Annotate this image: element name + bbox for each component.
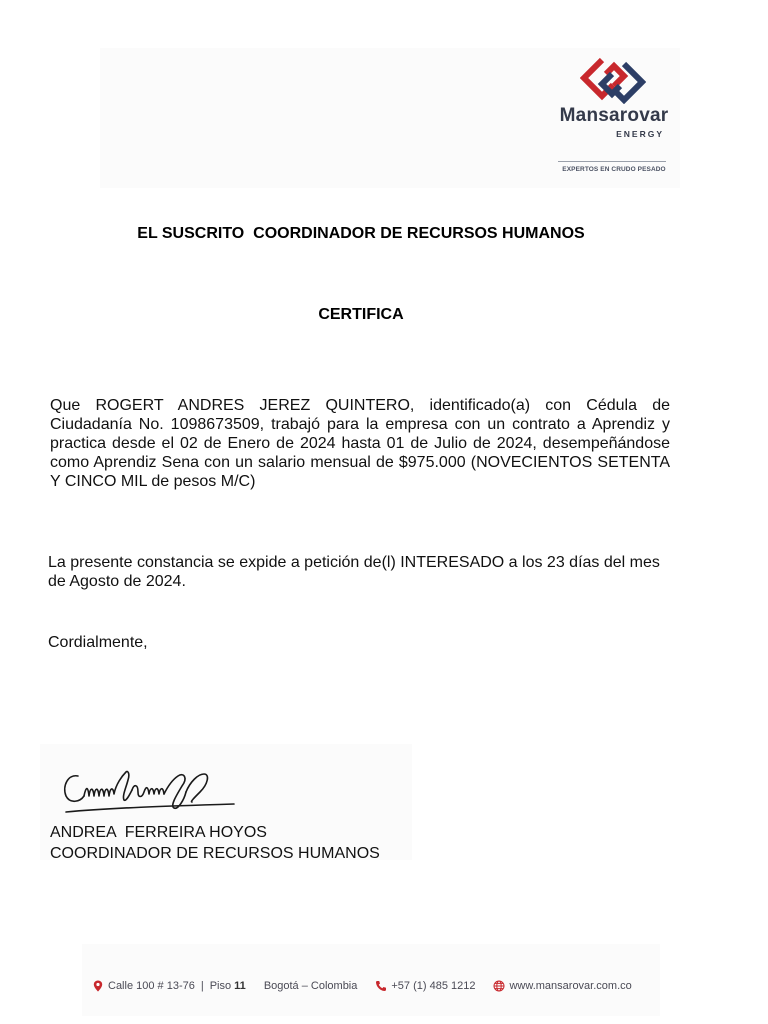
handwritten-signature	[58, 762, 244, 826]
document-title: EL SUSCRITO COORDINADOR DE RECURSOS HUMANOS	[137, 225, 585, 242]
footer	[92, 977, 632, 995]
footer-city: Bogotá – Colombia	[263, 980, 358, 992]
footer-separator: |	[200, 980, 204, 992]
brand-divider	[558, 161, 666, 162]
phone-icon	[375, 980, 387, 992]
footer-address: Calle 100 # 13-76	[108, 980, 195, 992]
company-logo	[556, 56, 672, 180]
signatory-title: COORDINADOR DE RECURSOS HUMANOS	[50, 845, 380, 862]
footer-phone: +57 (1) 485 1212	[391, 980, 476, 992]
document-subtitle: CERTIFICA	[318, 306, 404, 323]
footer-website[interactable]: www.mansarovar.com.co	[509, 980, 632, 992]
brand-tagline: EXPERTOS EN CRUDO PESADO	[562, 166, 666, 173]
logo-mark-icon	[580, 56, 646, 104]
footer-floor-label: Piso	[209, 980, 232, 992]
certification-paragraph: Que ROGERT ANDRES JEREZ QUINTERO, identificado(a) con Cédula de Ciudadanía No. 1098673509, trabajó para la empresa con un contrato a Aprendiz y practica desde el 02 de Enero de 2024 hasta 01 de Julio de 2024, desempeñándose como Aprendiz Sena con un salario mensual de $975.000 (NOVECIENTOS SETENTA Y CINCO MIL de pesos M/C)	[50, 397, 670, 490]
footer-floor-number: 11	[234, 980, 246, 992]
globe-icon	[493, 980, 505, 992]
location-pin-icon	[92, 980, 104, 992]
closing-text: Cordialmente,	[48, 634, 148, 651]
issuance-paragraph: La presente constancia se expide a petición de(l) INTERESADO a los 23 días del mes de Agosto de 2024.	[48, 554, 660, 590]
brand-subtitle: ENERGY	[616, 129, 664, 139]
brand-name: Mansarovar	[559, 105, 669, 126]
signatory-name: ANDREA FERREIRA HOYOS	[50, 824, 267, 841]
